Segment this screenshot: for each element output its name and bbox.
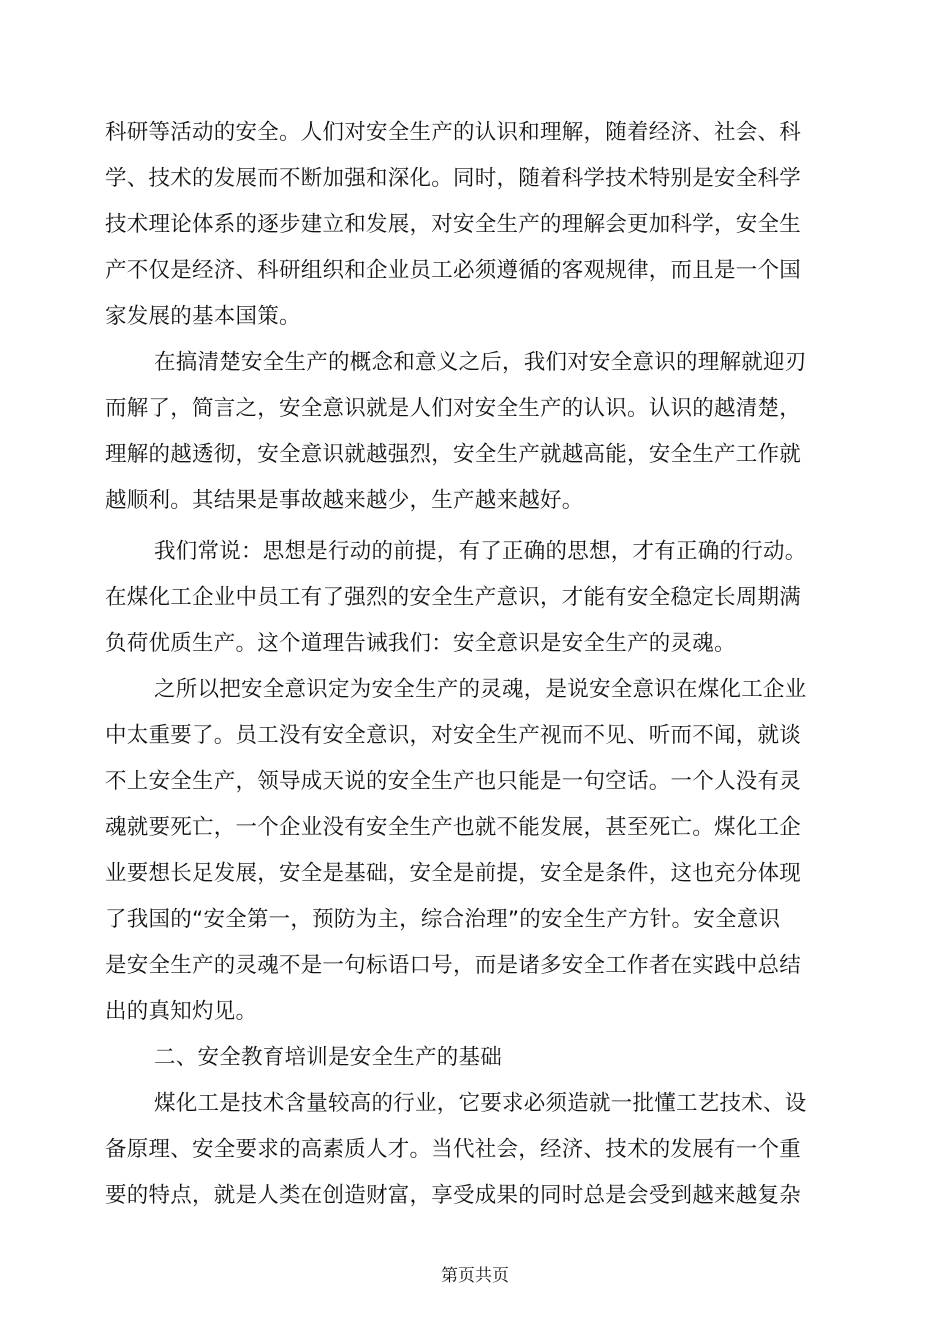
text-line: 魂就要死亡，一个企业没有安全生产也就不能发展，甚至死亡。煤化工企 bbox=[105, 815, 802, 840]
text-line: 业要想长足发展，安全是基础，安全是前提，安全是条件，这也充分体现 bbox=[105, 861, 802, 886]
text-line: 学、技术的发展而不断加强和深化。同时，随着科学技术特别是安全科学 bbox=[105, 166, 802, 191]
text-line: 家发展的基本国策。 bbox=[105, 304, 301, 329]
text-line: 技术理论体系的逐步建立和发展，对安全生产的理解会更加科学，安全生 bbox=[105, 212, 802, 237]
text-line: 科研等活动的安全。人们对安全生产的认识和理解，随着经济、社会、科 bbox=[105, 120, 802, 145]
text-line: 出的真知灼见。 bbox=[105, 999, 258, 1024]
text-line: 不上安全生产，领导成天说的安全生产也只能是一句空话。一个人没有灵 bbox=[105, 769, 802, 794]
text-line: 理解的越透彻，安全意识就越强烈，安全生产就越高能，安全生产工作就 bbox=[105, 442, 802, 467]
page-footer: 第页共页 bbox=[441, 1266, 509, 1286]
text-line: 越顺利。其结果是事故越来越少，生产越来越好。 bbox=[105, 488, 584, 513]
paragraph-first-line: 在搞清楚安全生产的概念和意义之后，我们对安全意识的理解就迎刃 bbox=[154, 350, 807, 375]
section-heading: 二、安全教育培训是安全生产的基础 bbox=[154, 1045, 503, 1070]
text-line: 而解了，简言之，安全意识就是人们对安全生产的认识。认识的越清楚， bbox=[105, 396, 802, 421]
text-line: 是安全生产的灵魂不是一句标语口号，而是诸多安全工作者在实践中总结 bbox=[105, 953, 802, 978]
text-line: 要的特点，就是人类在创造财富，享受成果的同时总是会受到越来越复杂 bbox=[105, 1183, 802, 1208]
text-line: 中太重要了。员工没有安全意识，对安全生产视而不见、听而不闻，就谈 bbox=[105, 723, 802, 748]
text-line: 在煤化工企业中员工有了强烈的安全生产意识，才能有安全稳定长周期满 bbox=[105, 585, 802, 610]
paragraph-first-line: 之所以把安全意识定为安全生产的灵魂，是说安全意识在煤化工企业 bbox=[154, 677, 807, 702]
text-line: 负荷优质生产。这个道理告诫我们：安全意识是安全生产的灵魂。 bbox=[105, 631, 736, 656]
text-line: 了我国的“安全第一，预防为主，综合治理”的安全生产方针。安全意识 bbox=[105, 907, 781, 932]
paragraph-first-line: 煤化工是技术含量较高的行业，它要求必须造就一批懂工艺技术、设 bbox=[154, 1091, 807, 1116]
text-line: 产不仅是经济、科研组织和企业员工必须遵循的客观规律，而且是一个国 bbox=[105, 258, 802, 283]
text-line: 备原理、安全要求的高素质人才。当代社会，经济、技术的发展有一个重 bbox=[105, 1137, 802, 1162]
paragraph-first-line: 我们常说：思想是行动的前提，有了正确的思想，才有正确的行动。 bbox=[154, 539, 807, 564]
